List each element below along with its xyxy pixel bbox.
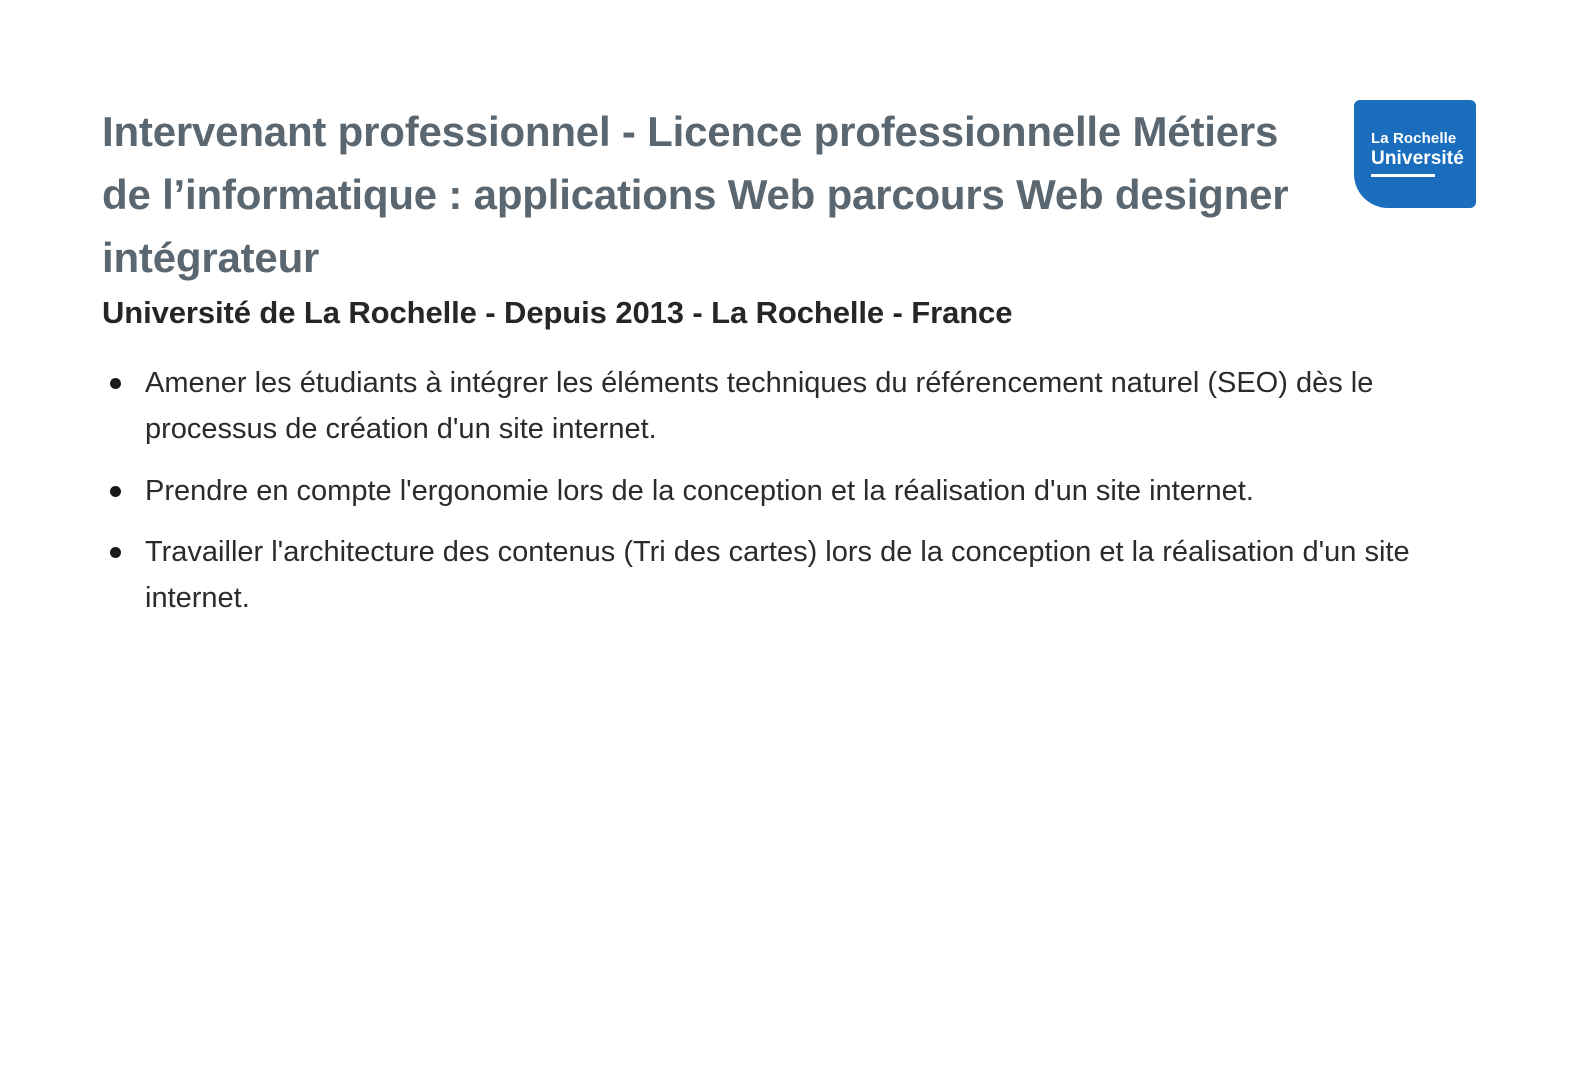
la-rochelle-universite-logo bbox=[1354, 100, 1476, 208]
logo-line-one: La Rochelle bbox=[1371, 129, 1457, 147]
list-item: Travailler l'architecture des contenus (Tri des cartes) lors de la conception et la réalisation d'un site internet. bbox=[102, 530, 1432, 622]
list-item: Amener les étudiants à intégrer les éléments techniques du référencement naturel (SEO) dès le processus de création d'un site internet. bbox=[102, 361, 1432, 453]
list-item: Prendre en compte l'ergonomie lors de la conception et la réalisation d'un site internet. bbox=[102, 469, 1432, 515]
page-subtitle: Université de La Rochelle - Depuis 2013 - La Rochelle - France bbox=[102, 295, 1013, 330]
page-title: Intervenant professionnel - Licence professionnelle Métiers de l’informatique : applications Web parcours Web designer intégrateur bbox=[102, 108, 1289, 281]
bullet-list bbox=[102, 361, 1432, 622]
logo-underline bbox=[1371, 174, 1435, 177]
logo-line-two: Université bbox=[1371, 147, 1464, 169]
slide-content bbox=[102, 100, 1432, 638]
